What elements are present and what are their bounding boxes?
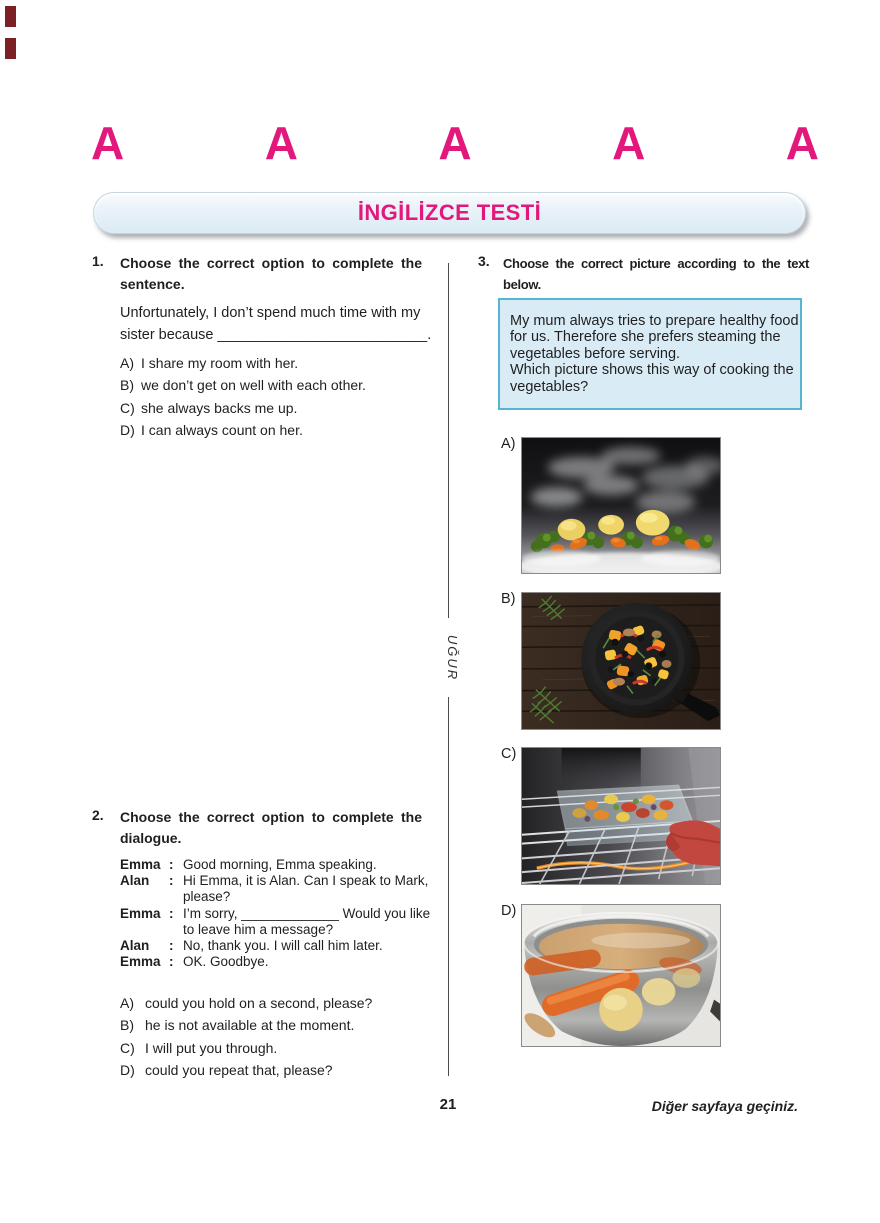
q2-stem <box>120 807 422 849</box>
option-label: B) <box>120 377 134 394</box>
fried-vegetables-image <box>522 593 720 729</box>
text-line: Choose the correct option to complete the <box>120 809 422 825</box>
answer-option <box>120 1040 372 1062</box>
answer-option <box>120 995 372 1017</box>
booklet-letter: A <box>438 117 472 169</box>
text-line: Which picture shows this way of cooking the <box>510 362 794 379</box>
picture-c-label: C) <box>501 746 517 762</box>
booklet-letter-row <box>91 117 819 169</box>
option-text: I share my room with her. <box>141 355 299 371</box>
booklet-letter: A <box>612 117 646 169</box>
text-line: OK. Goodbye. <box>183 954 269 970</box>
option-label: A) <box>120 995 134 1011</box>
dialogue-speaker: Alan <box>120 938 150 954</box>
q3-stem <box>503 253 809 295</box>
option-text: she always backs me up. <box>141 399 298 416</box>
option-text: he is not available at the moment. <box>145 1017 355 1034</box>
page-number: 21 <box>439 1096 457 1113</box>
booklet-letter: A <box>91 117 125 169</box>
q3-number: 3. <box>478 253 490 269</box>
q3-reading-text <box>500 300 800 395</box>
text-line: No, thank you. I will call him later. <box>183 938 383 954</box>
dialogue-text <box>183 906 430 938</box>
dialogue-row <box>120 954 430 970</box>
text-line: Unfortunately, I don’t spend much time with my <box>120 305 421 321</box>
picture-c-oven-dish <box>521 747 721 885</box>
q1-stem <box>120 253 422 295</box>
dialogue-text <box>183 954 269 970</box>
dialogue-row <box>120 857 430 873</box>
answer-option <box>120 1062 372 1084</box>
dialogue-colon: : <box>169 954 174 970</box>
text-line: Hi Emma, it is Alan. Can I speak to Mark, <box>183 873 429 889</box>
q1-passage <box>120 302 432 346</box>
option-text: could you hold on a second, please? <box>145 995 373 1011</box>
text-line: My mum always tries to prepare healthy food <box>510 313 799 329</box>
option-label: C) <box>120 1039 135 1056</box>
option-label: B) <box>120 1017 134 1034</box>
q3-reading-box <box>498 298 802 410</box>
q2-number: 2. <box>92 807 104 823</box>
dialogue-colon: : <box>169 938 174 954</box>
dialogue-speaker: Emma <box>120 857 161 872</box>
answer-option <box>120 377 366 399</box>
text-line: to leave him a message? <box>183 921 334 937</box>
dialogue-colon: : <box>169 857 174 872</box>
dialogue-speaker: Emma <box>120 954 161 970</box>
dialogue-colon: : <box>169 905 174 921</box>
picture-a-label: A) <box>501 436 516 452</box>
text-line: sentence. <box>120 276 185 292</box>
dialogue-row <box>120 938 430 954</box>
dialogue-speaker: Emma <box>120 905 161 921</box>
steamed-vegetables-image <box>522 438 720 573</box>
text-line: Choose the correct option to complete the <box>120 255 422 271</box>
dialogue-speaker: Alan <box>120 873 150 889</box>
oven-roasting-image <box>522 748 720 884</box>
text-line: please? <box>183 889 231 905</box>
q1-options <box>120 355 366 445</box>
test-title: İNGİLİZCE TESTİ <box>357 200 542 225</box>
option-label: A) <box>120 355 134 371</box>
dialogue-text <box>183 857 377 873</box>
publisher-watermark: UĞUR <box>445 634 460 682</box>
print-registration-mark <box>5 38 16 59</box>
answer-option <box>120 1017 372 1039</box>
option-text: I can always count on her. <box>141 422 303 439</box>
picture-d-boiling-pot <box>521 904 721 1047</box>
option-text: we don’t get on well with each other. <box>141 377 366 394</box>
q2-dialogue <box>120 857 430 970</box>
text-line: below. <box>503 277 541 292</box>
text-line: Choose the correct picture according to the text <box>503 256 809 271</box>
text-line: dialogue. <box>120 830 182 846</box>
booklet-letter: A <box>785 117 819 169</box>
option-label: D) <box>120 1062 135 1079</box>
text-line: sister because __________________________. <box>120 327 432 343</box>
next-page-note: Diğer sayfaya geçiniz. <box>651 1098 798 1114</box>
boiled-vegetables-image <box>522 905 720 1046</box>
dialogue-text <box>183 938 383 954</box>
text-line: for us. Therefore she prefers steaming the <box>510 329 781 346</box>
text-line: Good morning, Emma speaking. <box>183 857 377 872</box>
text-line: vegetables before serving. <box>510 345 681 362</box>
text-line: I’m sorry, _____________ Would you like <box>183 905 431 921</box>
q2-options <box>120 995 372 1085</box>
option-text: could you repeat that, please? <box>145 1062 333 1079</box>
picture-b-frying-pan <box>521 592 721 730</box>
answer-option <box>120 422 366 444</box>
dialogue-row <box>120 873 430 905</box>
option-text: I will put you through. <box>145 1039 278 1056</box>
print-registration-mark <box>5 6 16 27</box>
picture-a-steamed-vegetables <box>521 437 721 574</box>
dialogue-row <box>120 906 430 938</box>
picture-b-label: B) <box>501 591 516 607</box>
option-label: C) <box>120 399 135 416</box>
answer-option <box>120 355 366 377</box>
test-title-banner <box>93 192 806 234</box>
booklet-letter: A <box>264 117 298 169</box>
option-label: D) <box>120 422 135 439</box>
text-line: vegetables? <box>510 378 589 395</box>
q1-number: 1. <box>92 253 104 269</box>
dialogue-text <box>183 873 428 905</box>
column-divider-line <box>448 263 449 618</box>
dialogue-colon: : <box>169 873 174 889</box>
picture-d-label: D) <box>501 903 517 919</box>
column-divider-line <box>448 697 449 1076</box>
answer-option <box>120 400 366 422</box>
